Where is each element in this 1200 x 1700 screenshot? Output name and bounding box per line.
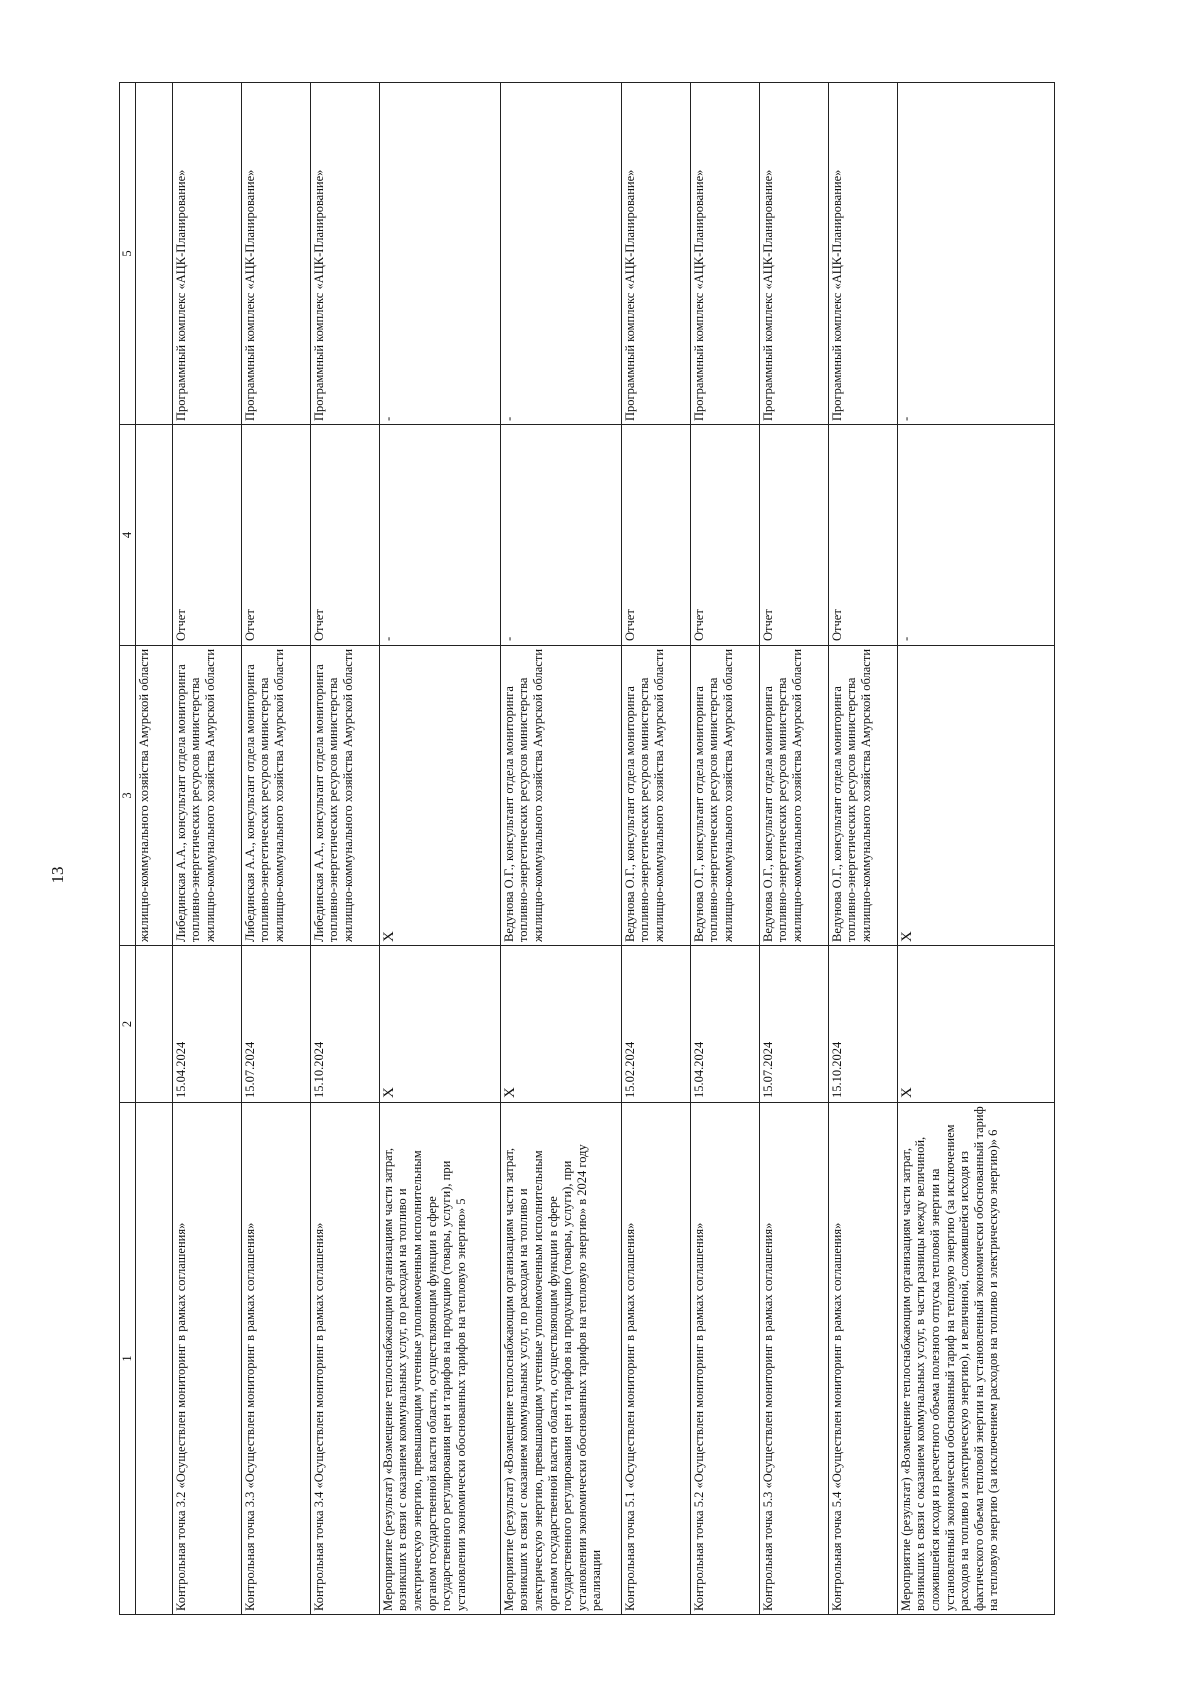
cell-info-system: Программный комплекс «АЦК-Планирование» xyxy=(241,83,310,425)
cell-responsible: жилищно-коммунального хозяйства Амурской области xyxy=(135,646,172,946)
control-points-table xyxy=(119,82,1055,1615)
cell-info-system: - xyxy=(897,83,1054,425)
table-row xyxy=(759,83,828,1615)
header-col-4: 4 xyxy=(120,425,136,646)
cell-description: Контрольная точка 3.3 «Осуществлен мониторинг в рамках соглашения» xyxy=(241,1103,310,1615)
cell-document: - xyxy=(897,425,1054,646)
cell-document: Отчет xyxy=(828,425,897,646)
table-row xyxy=(172,83,241,1615)
cell-document: - xyxy=(500,425,621,646)
cell-responsible: Либединская А.А., консультант отдела мониторинга топливно-энергетических ресурсов министерства жилищно-коммунального хозяйства Амурской области xyxy=(172,646,241,946)
cell-responsible: Либединская А.А., консультант отдела мониторинга топливно-энергетических ресурсов министерства жилищно-коммунального хозяйства Амурской области xyxy=(241,646,310,946)
cell-document: - xyxy=(379,425,500,646)
cell-document: Отчет xyxy=(310,425,379,646)
cell-info-system: Программный комплекс «АЦК-Планирование» xyxy=(621,83,690,425)
cell-responsible: Ведунова О.Г., консультант отдела мониторинга топливно-энергетических ресурсов министерства жилищно-коммунального хозяйства Амурской области xyxy=(828,646,897,946)
page-number: 13 xyxy=(48,866,67,884)
cell-document xyxy=(135,425,172,646)
cell-deadline: 15.07.2024 xyxy=(759,946,828,1103)
cell-description: Мероприятие (результат) «Возмещение теплоснабжающим организациям части затрат, возникших в связи с оказанием коммунальных услуг, в части разницы между величиной, сложившейся исходя из расчетного объема полезного отпуска тепловой энергии на установленный экономически обоснованный тариф на тепловую энергию (за исключением расходов на топливо и электрическую энергию), и величиной, сложившейся исходя из фактического объема тепловой энергии на установленный экономически обоснованный тариф на тепловую энергию (за исключением расходов на топливо и электрическую энергию)» 6 xyxy=(897,1103,1054,1615)
cell-description: Мероприятие (результат) «Возмещение теплоснабжающим организациям части затрат, возникших в связи с оказанием коммунальных услуг, по расходам на топливо и электрическую энергию, превышающим учтенные уполномоченным исполнительным органом государственной власти области, осуществляющим функции в сфере государственного регулирования цен и тарифов на продукцию (товары, услуги), при установлении экономически обоснованных тарифов на тепловую энергию» 5 xyxy=(379,1103,500,1615)
cell-info-system: Программный комплекс «АЦК-Планирование» xyxy=(172,83,241,425)
cell-description: Контрольная точка 5.1 «Осуществлен мониторинг в рамках соглашения» xyxy=(621,1103,690,1615)
cell-responsible: Ведунова О.Г., консультант отдела мониторинга топливно-энергетических ресурсов министерства жилищно-коммунального хозяйства Амурской области xyxy=(690,646,759,946)
cell-description: Контрольная точка 5.3 «Осуществлен мониторинг в рамках соглашения» xyxy=(759,1103,828,1615)
cell-deadline: 15.07.2024 xyxy=(241,946,310,1103)
table-row xyxy=(500,83,621,1615)
cell-responsible: X xyxy=(897,646,1054,946)
cell-deadline: 15.02.2024 xyxy=(621,946,690,1103)
table-row xyxy=(897,83,1054,1615)
cell-responsible: Ведунова О.Г., консультант отдела мониторинга топливно-энергетических ресурсов министерства жилищно-коммунального хозяйства Амурской области xyxy=(500,646,621,946)
table-row xyxy=(379,83,500,1615)
cell-document: Отчет xyxy=(241,425,310,646)
cell-deadline: X xyxy=(379,946,500,1103)
cell-deadline: 15.10.2024 xyxy=(310,946,379,1103)
table-row xyxy=(241,83,310,1615)
cell-info-system: Программный комплекс «АЦК-Планирование» xyxy=(828,83,897,425)
cell-description: Контрольная точка 5.4 «Осуществлен мониторинг в рамках соглашения» xyxy=(828,1103,897,1615)
table-row xyxy=(828,83,897,1615)
cell-document: Отчет xyxy=(172,425,241,646)
cell-responsible: Ведунова О.Г., консультант отдела мониторинга топливно-энергетических ресурсов министерства жилищно-коммунального хозяйства Амурской области xyxy=(621,646,690,946)
cell-info-system: Программный комплекс «АЦК-Планирование» xyxy=(690,83,759,425)
table-row xyxy=(621,83,690,1615)
cell-document: Отчет xyxy=(621,425,690,646)
cell-responsible: X xyxy=(379,646,500,946)
cell-description: Контрольная точка 3.2 «Осуществлен мониторинг в рамках соглашения» xyxy=(172,1103,241,1615)
cell-deadline: 15.04.2024 xyxy=(172,946,241,1103)
cell-description: Контрольная точка 3.4 «Осуществлен мониторинг в рамках соглашения» xyxy=(310,1103,379,1615)
cell-document: Отчет xyxy=(759,425,828,646)
cell-deadline: X xyxy=(500,946,621,1103)
header-col-3: 3 xyxy=(120,646,136,946)
cell-info-system xyxy=(135,83,172,425)
table-header-row xyxy=(120,83,136,1615)
cell-description: Мероприятие (результат) «Возмещение теплоснабжающим организациям части затрат, возникших в связи с оказанием коммунальных услуг, по расходам на топливо и электрическую энергию, превышающим учтенные уполномоченным исполнительным органом государственной власти области, осуществляющим функции в сфере государственного регулирования цен и тарифов на продукцию (товары, услуги), при установлении экономически обоснованных тарифов на тепловую энергию» в 2024 году реализации xyxy=(500,1103,621,1615)
cell-description xyxy=(135,1103,172,1615)
cell-info-system: Программный комплекс «АЦК-Планирование» xyxy=(759,83,828,425)
rotated-table-container xyxy=(119,83,1087,1615)
header-col-5: 5 xyxy=(120,83,136,425)
cell-responsible: Ведунова О.Г., консультант отдела мониторинга топливно-энергетических ресурсов министерства жилищно-коммунального хозяйства Амурской области xyxy=(759,646,828,946)
table-row xyxy=(135,83,172,1615)
cell-info-system: - xyxy=(379,83,500,425)
cell-info-system: - xyxy=(500,83,621,425)
table-row xyxy=(690,83,759,1615)
cell-deadline: 15.10.2024 xyxy=(828,946,897,1103)
header-col-2: 2 xyxy=(120,946,136,1103)
table-row xyxy=(310,83,379,1615)
cell-deadline xyxy=(135,946,172,1103)
cell-responsible: Либединская А.А., консультант отдела мониторинга топливно-энергетических ресурсов министерства жилищно-коммунального хозяйства Амурской области xyxy=(310,646,379,946)
cell-description: Контрольная точка 5.2 «Осуществлен мониторинг в рамках соглашения» xyxy=(690,1103,759,1615)
cell-deadline: 15.04.2024 xyxy=(690,946,759,1103)
cell-info-system: Программный комплекс «АЦК-Планирование» xyxy=(310,83,379,425)
header-col-1: 1 xyxy=(120,1103,136,1615)
cell-deadline: X xyxy=(897,946,1054,1103)
cell-document: Отчет xyxy=(690,425,759,646)
